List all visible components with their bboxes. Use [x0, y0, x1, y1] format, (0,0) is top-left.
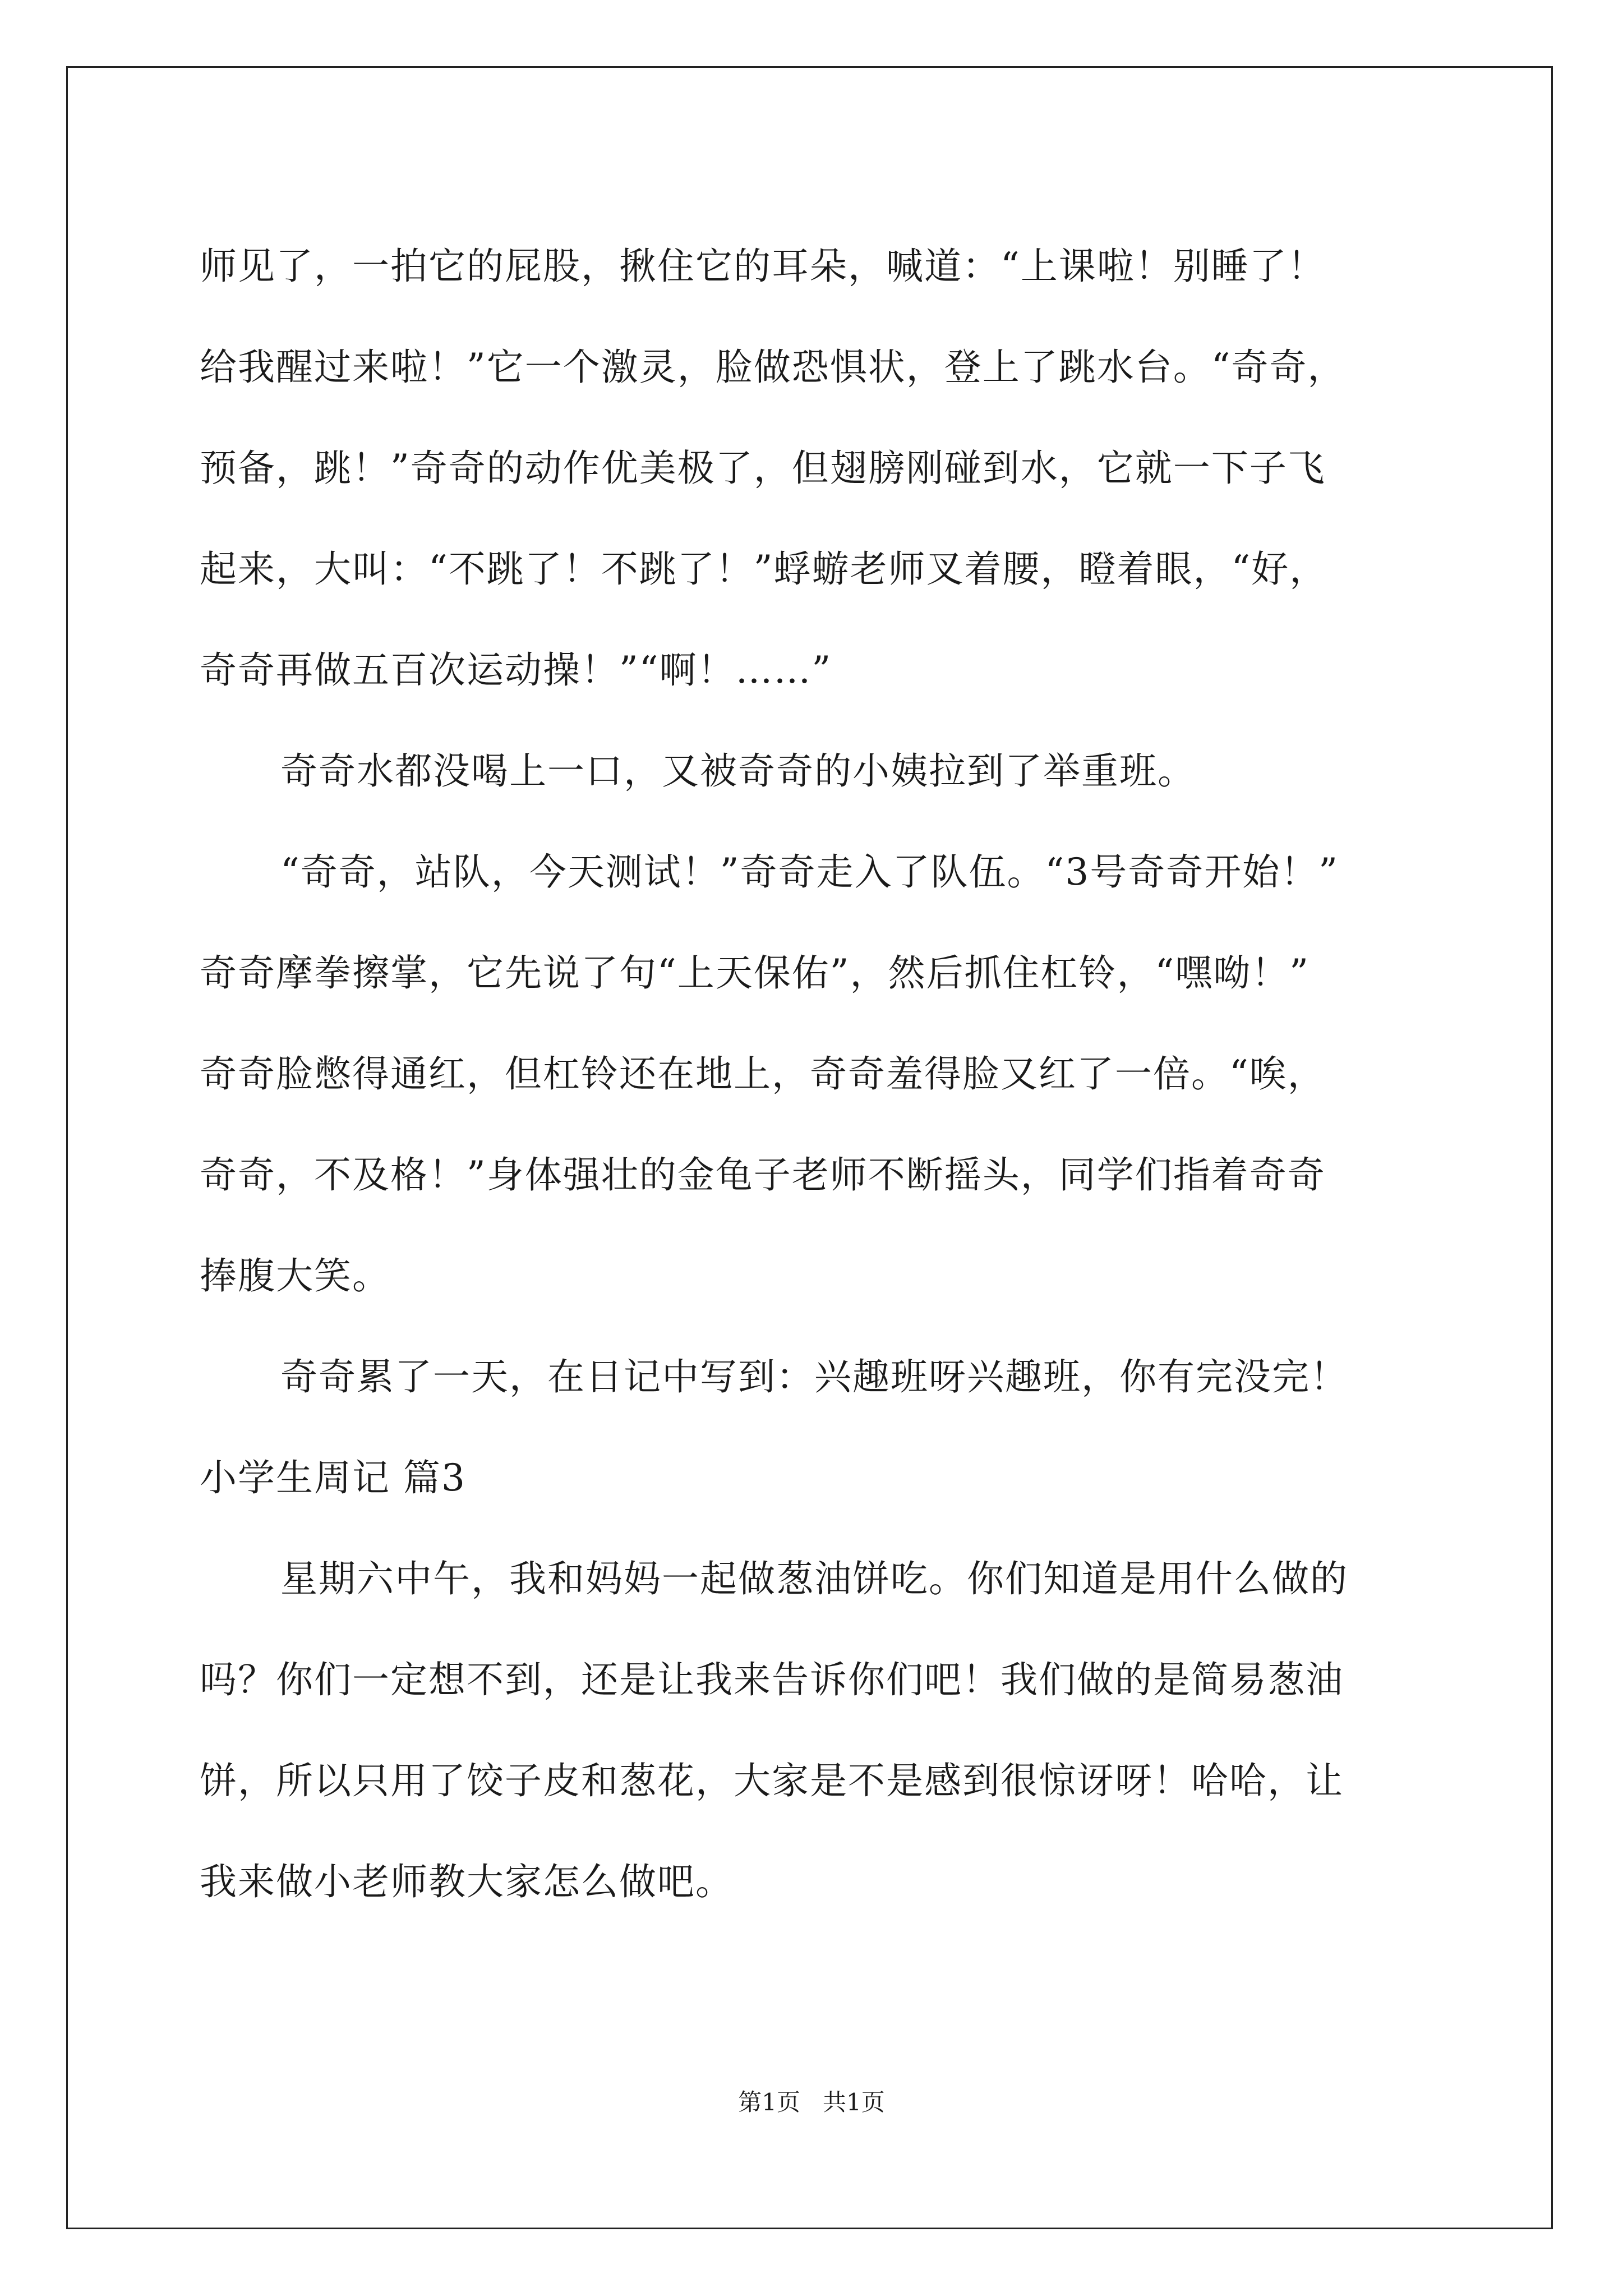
text-line: 奇奇，不及格！”身体强壮的金龟子老师不断摇头，同学们指着奇奇 [200, 1153, 1326, 1197]
paragraph-first-line: “奇奇，站队，今天测试！”奇奇走入了队伍。“3号奇奇开始！” [280, 850, 1339, 894]
paragraph-first-line: 奇奇水都没喝上一口，又被奇奇的小姨拉到了举重班。 [280, 749, 1196, 793]
page-number-footer: 第1页 共1页 [738, 2088, 885, 2116]
text-line: 给我醒过来啦！”它一个激灵，脸做恐惧状，登上了跳水台。“奇奇， [200, 346, 1346, 389]
section-heading: 小学生周记 篇3 [200, 1456, 466, 1499]
text-line: 捧腹大笑。 [200, 1254, 390, 1297]
text-line: 奇奇再做五百次运动操！”“啊！……” [200, 648, 832, 692]
text-line: 起来，大叫：“不跳了！不跳了！”蜉蝣老师叉着腰，瞪着眼，“好， [200, 547, 1328, 591]
text-line: 我来做小老师教大家怎么做吧。 [200, 1860, 734, 1903]
text-line: 师见了，一拍它的屁股，揪住它的耳朵，喊道：“上课啦！别睡了！ [200, 245, 1326, 288]
text-line: 吗？你们一定想不到，还是让我来告诉你们吧！我们做的是简易葱油 [200, 1658, 1344, 1701]
text-line: 饼，所以只用了饺子皮和葱花，大家是不是感到很惊讶呀！哈哈，让 [200, 1759, 1344, 1802]
paragraph-first-line: 星期六中午，我和妈妈一起做葱油饼吃。你们知道是用什么做的 [280, 1557, 1348, 1600]
text-line: 奇奇摩拳擦掌，它先说了句“上天保佑”，然后抓住杠铃，“嘿呦！” [200, 951, 1310, 995]
text-line: 奇奇脸憋得通红，但杠铃还在地上，奇奇羞得脸又红了一倍。“唉， [200, 1052, 1326, 1096]
paragraph-first-line: 奇奇累了一天，在日记中写到：兴趣班呀兴趣班，你有完没完！ [280, 1355, 1348, 1398]
document-body [200, 216, 1433, 1932]
text-line: 预备，跳！”奇奇的动作优美极了，但翅膀刚碰到水，它就一下子飞 [200, 447, 1326, 490]
